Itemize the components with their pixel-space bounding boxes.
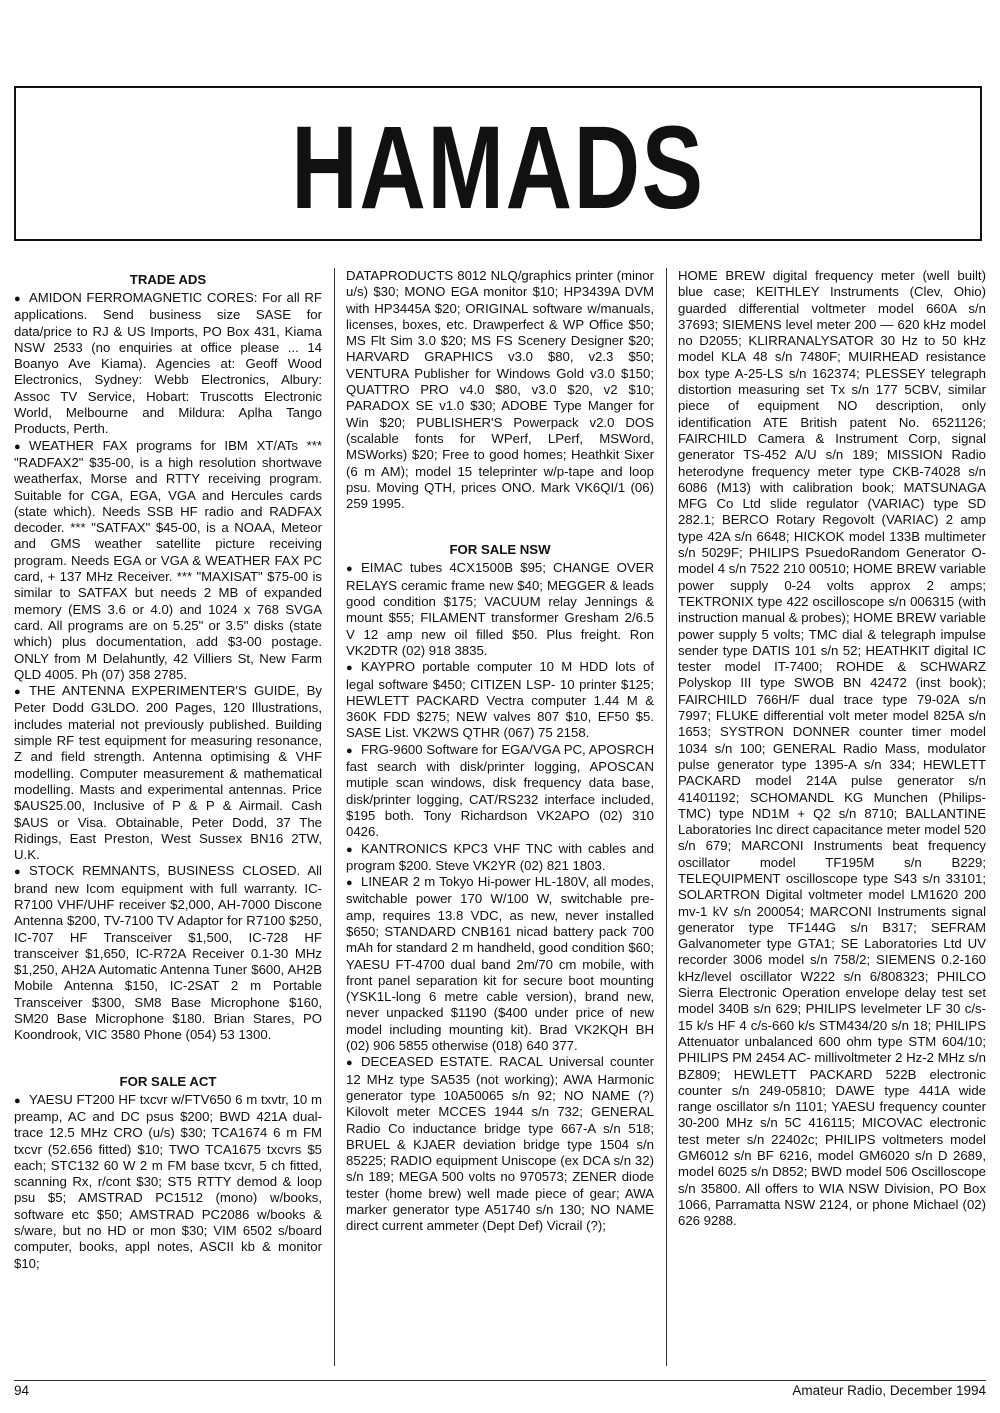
classified-ad [14,438,322,683]
section-gap [14,1044,322,1070]
ad-text: HOME BREW digital frequency meter (well built) blue case; KEITHLEY Instruments (Clev, Ohio) guarded differential voltmeter model 660A s/n 37693; SIEMENS level meter 200 — 620 kHz model no D2055; KLIRRANALYSATOR 30 Hz to 50 kHz model KLA 48 s/n 7480F; MUIRHEAD resistance box type A-25-LS s/n 162374; PLESSEY telegraph distortion measuring set Tx s/n 177 5CBV, similar piece of equipment NO description, only identification ATE British patent No. 6521126; FAIRCHILD Camera & Instrument Corp, signal generator TS-452 A/U s/n 189; MISSION Radio heterodyne frequency meter type CKB-74028 s/n 6086 (M13) with calibration book; MATSUNAGA MFG Co Ltd slide regulator (VARIAC) type SD 282.1; BERCO Rotary Regovolt (VARIAC) 2 amp type 42A s/n 6648; HICKOK model 133B multimeter s/n 5029F; PHILIPS PsuedoRandom Generator O- model 4 s/n 7522 210 00510; HOME BREW variable power supply 0-24 volts approx 2 amps; TEKTRONIX type 422 oscilloscope s/n 006315 (with instruction manual & probes); HOME BREW variable power supply 5 volts; TMC dial & telegraph impulse sender type DATIS 101 s/n 52; HEATHKIT digital IC tester model IT-7400; ROHDE & SCHWARZ Polyskop III type SWOB BN 42472 (inst book); FAIRCHILD 766H/F dual trace type 79-02A s/n 7997; FLUKE differential volt meter model 825A s/n 1653; SYSTRON DONNER counter timer model 1034 s/n 100; GENERAL Radio Mass, modulator pulse generator type 1395-A s/n 334; HEWLETT PACKARD model 214A pulse generator s/n 41401192; SCHOMANDL KG Munchen (Philips-TMC) type ND1M + Q2 s/n 8710; BALLANTINE Laboratories Inc direct capacitance meter model 520 s/n 679; MARCONI Instruments beat frequency oscillator model TF195M s/n B229; TELEQUIPMENT oscilloscope type S43 s/n 33101; SOLARTRON Digital voltmeter model LM1620 200 mv-1 kV s/n 200054; MARCONI Instruments signal generator type TF144G s/n B317; SEFRAM Galvanometer type GTA1; SE Laboratories Ltd UV recorder 3006 model s/n 758/2; SIEMENS 0.2-160 kHz/level oscillator W222 s/n 6/808323; PHILCO Sierra Electronic Operation envelope delay test set model 340B s/n 629; PHILIPS levelmeter LF 30 c/s-15 k/s HF 4 c/s-660 k/s STM434/20 s/n 18; PHILIPS Attenuator unbalanced 600 ohm type STM 604/10; PHILIPS PM 2454 AC- millivoltmeter 2 Hz-2 MHz s/n BZ809; HEWLETT PACKARD 522B electronic counter s/n 249-05810; DAWE type 441A wide range oscillator s/n 1101; YAESU frequency counter 30-200 MHz s/n 5C 416115; MICOVAC electronic test meter s/n 22402c; PHILIPS voltmeters model GM6012 s/n BF 6216, model GM6020 s/n D 2689, model 6025 s/n D852; BWD model 506 Oscilloscope s/n 35800. All offers to WIA NSW Division, PO Box 1066, Parramatta NSW 2124, or phone Michael (02) 626 9288. [678,268,986,1229]
bullet-icon: ● [14,686,21,699]
bullet-icon: ● [346,1057,353,1070]
classified-ad [14,290,322,438]
publication-info: Amateur Radio, December 1994 [792,1383,986,1398]
classified-ad [346,742,654,841]
column-3 [678,268,986,1366]
ad-text: DATAPRODUCTS 8012 NLQ/graphics printer (minor u/s) $30; MONO EGA monitor $10; HP3439A DVM with HP3445A $20; ORIGINAL software w/manuals, licenses, boxes, etc. Drawperfect & WP Office $50; MS Flt Sim 3.0 $20; MS FS Scenery Designer $20; HARVARD GRAPHICS v3.0 $80, v2.3 $50; VENTURA Publisher for Windows Gold v3.0 $150; QUATTRO PRO v4.0 $80, v3.0 $20, v2 $10; PARADOX SE v1.0 $30; ADOBE Type Manger for Win $20; PUBLISHER'S Powerpack v2.0 DOS (scalable fonts for WPerf, LPerf, MSWord, MSWorks) $20; Free to good homes; Heathkit Sixer (6 m AM); model 15 teleprinter w/p-tape and loop psu. Moving QTH, prices ONO. Mark VK6QI/1 (06) 259 1995. [346,268,654,512]
ad-text: STOCK REMNANTS, BUSINESS CLOSED. All brand new Icom equipment with full warranty. IC-R7100 VHF/UHF receiver $2,000, AH-7000 Discone Antenna $200, TV-7100 TV Adaptor for R7100 $250, IC-707 HF Transceiver $1,500, IC-728 HF transceiver $1,650, IC-R72A Receiver 0.1-30 MHz $1,250, AH2A Automatic Antenna Tuner $600, AH2B Mobile Antenna $150, IC-2SAT 2 m Portable Transceiver $300, SM8 Base Microphone $160, SM20 Base Microphone $180. Brian Stares, PO Koondrook, VIC 3580 Phone (054) 53 1300. [14,863,322,1043]
classified-ad [346,659,654,741]
ad-text: KAYPRO portable computer 10 M HDD lots of legal software $450; CITIZEN LSP- 10 printer $125; HEWLETT PACKARD Vectra computer 1.44 M & 360K FDD $275; NEW valves 807 $10, EF50 $5. SASE List. VK2WS QTHR (067) 75 2158. [346,659,654,741]
classified-ad [14,1092,322,1272]
ad-text: THE ANTENNA EXPERIMENTER'S GUIDE, By Peter Dodd G3LDO. 200 Pages, 120 Illustrations, includes material not previously published. Building simple RF test equipment for measuring resonance, Z and field strength. Antenna optimising & VHF modelling. Computer measurement & mathematical modelling. Masts and experimental antennas. Price $AUS25.00, Inclusive of P & P & Airmail. Cash $AUS or Visa. Obtainable, Peter Dodd, 37 The Ridings, East Preston, West Sussex BN16 2TW, U.K. [14,683,322,863]
ad-text: YAESU FT200 HF txcvr w/FTV650 6 m txvtr, 10 m preamp, AC and DC psus $200; BWD 421A dual-trace 12.5 MHz CRO (u/s) $30; TCA1674 6 m FM txcvr (52.656 fitted) $10; TWO TCA1675 txcvrs $5 each; STC132 60 W 2 m FM base txcvr, 5 ch fitted, scanning Rx, r/cont $30; ST5 RTTY demod & loop psu $5; AMSTRAD PC1512 (mono) w/books, software etc $50; AMSTRAD PC2086 w/books & s/ware, but no HD or mon $30; VIM 6502 s/board computer, books, appl notes, ASCII kb & monitor $10; [14,1091,322,1271]
ad-text: LINEAR 2 m Tokyo Hi-power HL-180V, all modes, switchable power 170 W/100 W, switchable pre-amp, requires 13.8 VDC, as new, never installed $650; STANDARD CNB161 nicad battery pack 700 mAh for standard 2 m handheld, good condition $60; YAESU FT-4700 dual band 2m/70 cm mobile, with front panel separation kit for secure boot mounting (YSK1L-long 6 metre cable version), brand new, never unpacked $1190 ($400 under price of new model including mounting kit). Brad VK2KQH BH (02) 906 5855 otherwise (018) 640 377. [346,874,654,1054]
ad-columns [14,268,986,1366]
section-heading: FOR SALE ACT [119,1073,217,1089]
section-heading: FOR SALE NSW [449,542,551,558]
ad-text: DECEASED ESTATE. RACAL Universal counter 12 MHz type SA535 (not working); AWA Harmonic generator type 10A50065 s/n 92; NO NAME (?) Kilovolt meter MCCES 1944 s/n 732; GENERAL Radio Co inductance bridge type 667-A s/n 518; BRUEL & KJAER deviation bridge type 1504 s/n 85225; RADIO equipment Uniscope (ex DCA s/n 32) s/n 189; MEGA 500 volts no 970573; ZENER diode tester (home brew) well made piece of gear; AWA marker generator type A51740 s/n 130; NO NAME direct current ammeter (Dept Def) Vicrail (?); [346,1054,654,1234]
section-gap [346,512,654,538]
ad-text: AMIDON FERROMAGNETIC CORES: For all RF applications. Send business size SASE for data/price to RJ & US Imports, PO Box 431, Kiama NSW 2533 (no enquiries at office please ... 14 Boanyo Ave Kiama). Agencies at: Geoff Wood Electronics, Sydney: Webb Electronics, Albury: Assoc TV Service, Hobart: Truscotts Electronic World, Melbourne and Mildura: Aplha Tango Products, Perth. [14,290,322,437]
bullet-icon: ● [14,1094,21,1107]
bullet-icon: ● [346,662,353,675]
classified-ad [346,268,654,512]
classified-ad [14,683,322,863]
column-1 [14,268,322,1366]
bullet-icon: ● [14,440,21,453]
classified-ad [346,1054,654,1234]
bullet-icon: ● [346,877,353,890]
classified-ad [678,268,986,1230]
bullet-icon: ● [14,866,21,879]
page-footer [14,1380,986,1398]
bullet-icon: ● [346,563,353,576]
classified-ad [346,560,654,659]
ad-text: KANTRONICS KPC3 VHF TNC with cables and program $200. Steve VK2YR (02) 821 1803. [346,840,654,873]
page-title: HAMADS [291,101,705,234]
classified-ad [346,841,654,875]
bullet-icon: ● [346,843,353,856]
ad-text: FRG-9600 Software for EGA/VGA PC, APOSRCH fast search with disk/printer logging, APOSCAN mutiple scan windows, disk frequency data base, disk/printer logging, CAT/RS232 interface included, $195 both. Tony Richardson VK2APO (02) 310 0426. [346,741,654,840]
page-number: 94 [14,1383,30,1398]
classified-ad [14,863,322,1043]
classified-ad [346,874,654,1054]
bullet-icon: ● [14,293,21,305]
title-box [14,86,982,241]
ad-text: WEATHER FAX programs for IBM XT/ATs *** "RADFAX2" $35-00, is a high resolution shortwave weatherfax, Morse and RTTY receiving program. Suitable for CGA, EGA, VGA and Hercules cards (state which). Needs SSB HF radio and RADFAX decoder. *** "SATFAX" $45-00, is a NOAA, Meteor and GMS weather satellite picture receiving program. Needs EGA or VGA & WEATHER FAX PC card, + 137 MHz Receiver. *** "MAXISAT" $75-00 is similar to SATFAX but needs 2 MB of expanded memory (EMS 3.6 or 4.0) and 1024 x 768 SVGA card. All programs are on 5.25" or 3.5" disks (state which) plus documentation, add $3-00 postage. ONLY from M Delahuntly, 42 Villiers St, New Farm QLD 4005. Ph (07) 358 2785. [14,437,322,682]
section-heading: TRADE ADS [129,272,207,287]
ad-text: EIMAC tubes 4CX1500B $95; CHANGE OVER RELAYS ceramic frame new $40; MEGGER & leads good condition $175; VACUUM relay Jennings & mount $55; FILAMENT transformer Gresham 2/6.5 V 12 amp new oil filled $50. Plus freight. Ron VK2DTR (02) 918 3835. [346,560,654,658]
column-2 [346,268,654,1366]
bullet-icon: ● [346,744,353,757]
